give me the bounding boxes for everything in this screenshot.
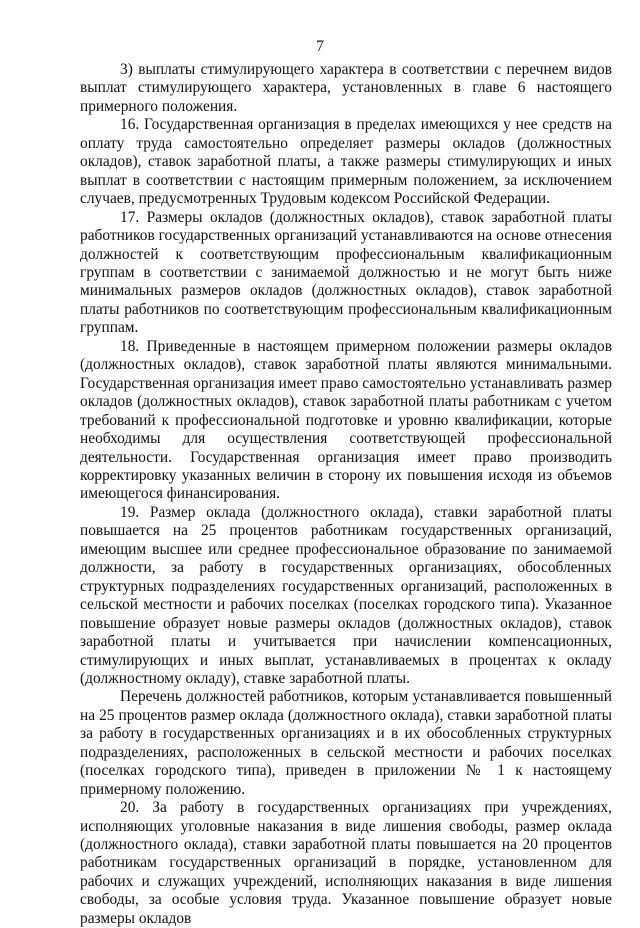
- page-number: 7: [316, 38, 324, 55]
- paragraph-item-3: 3) выплаты стимулирующего характера в соответствии с перечнем видов выплат стимулирующего характера, установленных в главе 6 настоящего примерного положения.: [80, 61, 612, 115]
- paragraph-16: 16. Государственная организация в пределах имеющихся у нее средств на оплату труда самостоятельно определяет размеры окладов (должностных окладов), ставок заработной платы, а также размеры стимулирующих и иных выплат в соответствии с настоящим примерным положением, за исключением случаев, предусмотренных Трудовым кодексом Российской Федерации.: [80, 116, 612, 208]
- paragraph-20: 20. За работу в государственных организациях при учреждениях, исполняющих уголовные наказания в виде лишения свободы, размер оклада (должностного оклада), ставки заработной платы повышается на 20 процентов работникам государственных организаций в порядке, установленном для рабочих и служащих учреждений, исполняющих наказания в виде лишения свободы, за особые условия труда. Указанное повышение образует новые размеры окладов: [80, 799, 612, 927]
- paragraph-19: 19. Размер оклада (должностного оклада), ставки заработной платы повышается на 25 процентов работникам государственных организаций, имеющим высшее или среднее профессиональное образование по занимаемой должности, за работу в государственных организациях, обособленных структурных подразделениях государственных организаций, расположенных в сельской местности и рабочих поселках (поселках городского типа). Указанное повышение образует новые размеры окладов (должностных окладов), ставок заработной платы и учитывается при начислении компенсационных, стимулирующих и иных выплат, устанавливаемых в процентах к окладу (должностному окладу), ставке заработной платы.: [80, 503, 612, 687]
- paragraph-19-list-note: Перечень должностей работников, которым устанавливается повышенный на 25 процентов размер оклада (должностного оклада), ставки заработной платы за работу в государственных организациях и в их обособленных структурных подразделениях, расположенных в сельской местности и рабочих поселках (поселках городского типа), приведен в приложении № 1 к настоящему примерному положению.: [80, 688, 612, 798]
- document-body: [80, 61, 612, 928]
- paragraph-17: 17. Размеры окладов (должностных окладов), ставок заработной платы работников государственных организаций устанавливаются на основе отнесения должностей к соответствующим профессиональным квалификационным группам в соответствии с занимаемой должностью и не могут быть ниже минимальных размеров окладов (должностных окладов), ставок заработной платы работников по соответствующим профессиональным квалификационным группам.: [80, 208, 612, 337]
- paragraph-18: 18. Приведенные в настоящем примерном положении размеры окладов (должностных окладов), ставок заработной платы являются минимальными. Государственная организация имеет право самостоятельно устанавливать размер окладов (должностных окладов), ставок заработной платы работникам с учетом требований к профессиональной подготовке и уровню квалификации, которые необходимы для осуществления соответствующей профессиональной деятельности. Государственная организация имеет право производить корректировку указанных величин в сторону их повышения исходя из объемов имеющегося финансирования.: [80, 337, 612, 503]
